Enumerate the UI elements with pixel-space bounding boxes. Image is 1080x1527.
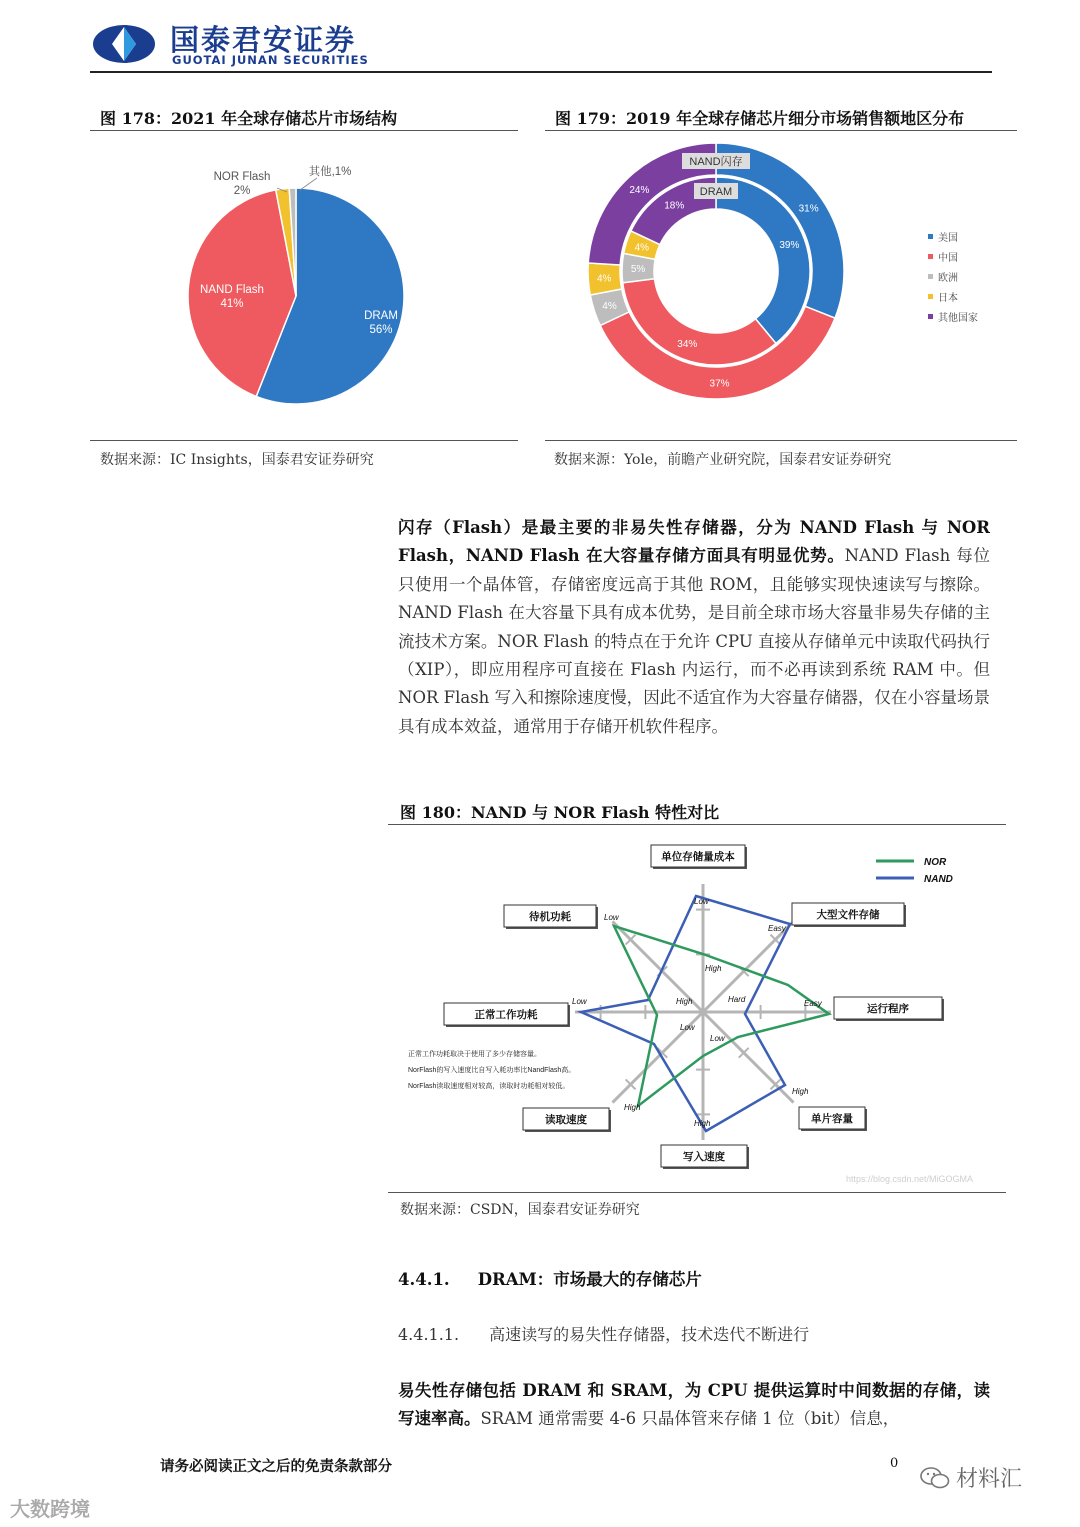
radar-axis-label: 待机功耗 [529,911,571,923]
radar-axis-label: 读取速度 [545,1114,587,1126]
wechat-icon [920,1466,950,1490]
fig179-legend [928,226,978,326]
legend-swatch [928,254,933,259]
radar-point-label: Low [604,913,619,922]
radar-note-2: NorFlash的写入速度比自写入耗功率比NandFlash高。 [408,1067,576,1074]
donut-label-inner-0: 39% [779,240,800,252]
radar-point-label: High [705,964,722,973]
fig178-source-rule [90,440,518,441]
donut-label-inner-4: 18% [664,200,685,212]
legend-swatch [928,314,933,319]
radar-axis-label: 单位存储量成本 [661,851,735,863]
donut-label-outer-3: 4% [596,273,612,285]
legend-item [928,306,978,326]
donut-label-inner-1: 34% [677,339,698,351]
fig180-source-rule [388,1192,1006,1193]
radar-point-label: Low [572,997,587,1006]
brand-name-cn: 国泰君安证券 [170,23,357,57]
legend-swatch [928,294,933,299]
fig179-source: 数据来源：Yole，前瞻产业研究院，国泰君安证券研究 [554,452,892,468]
radar-point-label: Easy [804,999,822,1008]
radar-axis-label: 正常工作功耗 [474,1009,538,1021]
paragraph-dram-text: SRAM 通常需要 4-6 只晶体管来存储 1 位（bit）信息， [480,1409,900,1429]
inner-ring-label: DRAM [699,186,733,198]
brand-name-en: GUOTAI JUNAN SECURITIES [172,53,369,67]
footer-disclaimer: 请务必阅读正文之后的免责条款部分 [160,1458,392,1475]
fig179-source-rule [545,440,1017,441]
radar-point-label: Easy [768,924,786,933]
donut-label-inner-3: 4% [634,242,650,254]
wechat-watermark [920,1462,1022,1493]
donut-label-inner-2: 5% [630,264,646,276]
page-number: 0 [890,1456,899,1471]
legend-swatch [928,234,933,239]
radar-note-1: 正常工作功耗取决于使用了多少存储容量。 [408,1051,541,1058]
fig180-source: 数据来源：CSDN，国泰君安证券研究 [400,1202,640,1218]
paragraph-flash-text: NAND Flash 每位只使用一个晶体管，存储密度远高于其他 ROM，且能够实现快速读写与擦除。NAND Flash 在大容量下具有成本优势，是目前全球市场大容量非易失存储的主流技术方案。NOR Flash 的特点在于允许 CPU 直接从存储单元中读取代码执行（XIP），即应用程序可直接在 Flash 内运行，而不必再读到系统 RAM 中。但 NOR Flash 写入和擦除速度慢，因此不适宜作为大容量存储器，仅在小容量场景具有成本效益，通常用于存储开机软件程序。 [398,546,990,736]
pie-label-nor-value: 2% [233,185,251,197]
platform-watermark [10,1493,90,1522]
pie-label-other: 其他,1% [308,166,352,178]
header-divider [90,71,992,73]
subsection-heading [398,1322,809,1345]
radar-point-label: Low [694,897,709,906]
legend-label: 欧洲 [938,272,958,284]
fig180-title: 图 180：NAND 与 NOR Flash 特性对比 [400,803,720,822]
radar-point-label: High [624,1103,641,1112]
section-title: DRAM：市场最大的存储芯片 [477,1270,702,1289]
legend-nand-label: NAND [924,874,953,885]
pie-label-dram-value: 56% [369,324,393,336]
radar-point-label: Hard [728,995,746,1004]
paragraph-flash-lead: 闪存（Flash）是最主要的非易失性存储器，分为 NAND Flash 与 NOR Flash，NAND Flash 在大容量存储方面具有明显优势。 [398,518,990,566]
platform-name: 大数跨境 [10,1497,90,1521]
fig180-radar-chart [388,826,1008,1190]
paragraph-dram [398,1377,990,1434]
radar-point-label: Low [710,1034,725,1043]
donut-label-outer-2: 4% [602,301,617,313]
fig179-title: 图 179：2019 年全球存储芯片细分市场销售额地区分布 [555,109,965,128]
paragraph-dram-lead: 易失性存储包括 DRAM 和 SRAM，为 CPU 提供运算时中间数据的存储，读写速率高。 [398,1381,990,1429]
fig179-title-rule [545,130,1017,131]
subsection-title: 高速读写的易失性存储器，技术迭代不断进行 [489,1325,810,1344]
fig178-source: 数据来源：IC Insights，国泰君安证券研究 [100,452,374,468]
outer-ring-label: NAND闪存 [689,156,743,168]
paragraph-flash [398,514,990,741]
radar-point-label: Low [680,1023,695,1032]
fig178-pie-chart [150,150,450,420]
donut-label-outer-0: 31% [798,203,819,215]
pie-label-nand-name: NAND Flash [200,284,264,296]
legend-label: 美国 [938,232,958,244]
radar-point-label: High [792,1087,809,1096]
legend-item [928,286,978,306]
radar-axis-label: 写入速度 [683,1151,725,1163]
legend-item [928,246,978,266]
pie-label-nand-value: 41% [220,298,244,310]
legend-label: 中国 [938,252,958,264]
company-logo [92,24,156,64]
radar-point-label: High [676,997,693,1006]
section-heading [398,1266,702,1290]
subsection-number: 4.4.1.1. [398,1325,460,1344]
legend-swatch [928,274,933,279]
radar-axis-label: 单片容量 [811,1113,853,1125]
donut-label-outer-1: 37% [709,378,730,390]
donut-label-outer-4: 24% [629,184,650,196]
watermark-url: https://blog.csdn.net/MiGOGMA [846,1174,974,1184]
fig178-title: 图 178：2021 年全球存储芯片市场结构 [100,109,398,128]
fig178-title-rule [90,130,518,131]
pie-label-nor-name: NOR Flash [213,171,271,183]
radar-note-3: NorFlash读取速度相对较高，读取时功耗相对较低。 [408,1083,570,1090]
legend-label: 日本 [938,292,958,304]
wechat-account-name: 材料汇 [956,1467,1023,1492]
fig180-title-rule [388,824,1006,825]
section-number: 4.4.1. [398,1270,450,1289]
legend-nor-label: NOR [924,857,947,868]
radar-point-label: High [694,1119,711,1128]
radar-axis-label: 大型文件存储 [816,909,880,921]
legend-item [928,226,978,246]
pie-label-dram-name: DRAM [364,310,398,322]
radar-axis-label: 运行程序 [867,1003,909,1015]
legend-item [928,266,978,286]
legend-label: 其他国家 [938,312,978,324]
